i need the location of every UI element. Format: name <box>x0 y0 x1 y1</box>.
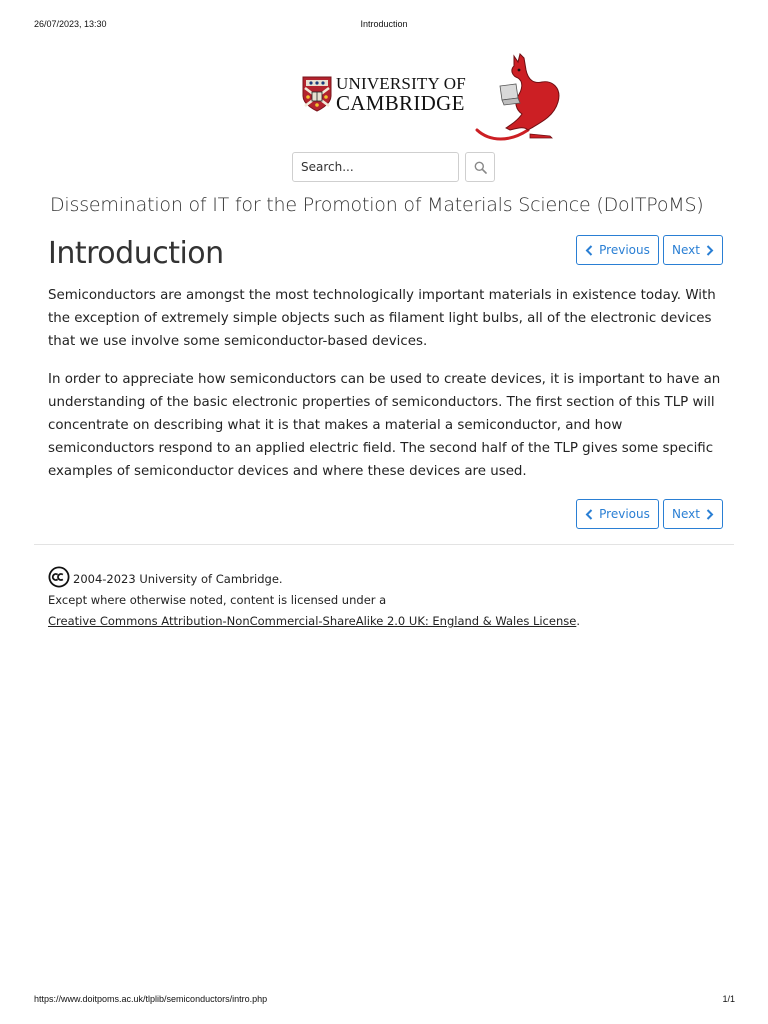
creative-commons-icon <box>48 566 70 588</box>
chevron-right-icon <box>706 509 714 520</box>
footer-divider <box>34 544 734 545</box>
next-label: Next <box>672 243 700 257</box>
chevron-right-icon <box>706 245 714 256</box>
search-input[interactable] <box>292 152 459 182</box>
chevron-left-icon <box>585 245 593 256</box>
site-footer <box>48 563 580 632</box>
previous-label: Previous <box>599 243 650 257</box>
chevron-left-icon <box>585 509 593 520</box>
intro-paragraph-2: In order to appreciate how semiconductors can be used to create devices, it is important to have an understanding of the basic electronic properties of semiconductors. The first section of this TLP will concentrate on describing what it is that makes a material a semiconductor, and how semiconductors respond to an applied electric field. The second half of the TLP gives some specific examples of semiconductor devices and where these devices are used. <box>48 372 721 479</box>
license-line <box>48 611 580 632</box>
copyright-text: 2004-2023 University of Cambridge. <box>73 572 283 586</box>
print-date: 26/07/2023, 13:30 <box>34 19 107 29</box>
search-button[interactable] <box>465 152 495 182</box>
print-url: https://www.doitpoms.ac.uk/tlplib/semiconductors/intro.php <box>34 994 268 1004</box>
license-suffix: . <box>576 614 580 628</box>
print-title: Introduction <box>360 19 408 29</box>
previous-label: Previous <box>599 507 650 521</box>
site-title: Dissemination of IT for the Promotion of Materials Science (DoITPoMS) <box>50 194 704 216</box>
wordmark-line1: UNIVERSITY OF <box>336 74 466 93</box>
next-label: Next <box>672 507 700 521</box>
kangaroo-mascot-icon <box>472 50 568 145</box>
search-icon <box>474 161 487 174</box>
print-page-number: 1/1 <box>722 994 735 1004</box>
university-wordmark <box>336 75 466 114</box>
next-button-bottom[interactable] <box>663 499 723 529</box>
page-title: Introduction <box>48 236 224 271</box>
next-button[interactable] <box>663 235 723 265</box>
license-link[interactable]: Creative Commons Attribution-NonCommercial-ShareAlike 2.0 UK: England & Wales License <box>48 614 577 628</box>
copyright-line <box>48 563 580 590</box>
license-notice: Except where otherwise noted, content is licensed under a <box>48 593 387 607</box>
previous-button-bottom[interactable] <box>576 499 659 529</box>
intro-paragraph-1: Semiconductors are amongst the most technologically important materials in existence today. With the exception of extremely simple objects such as filament light bulbs, all of the electronic devices that we use involve some semiconductor-based devices. <box>48 288 716 349</box>
wordmark-line2: CAMBRIDGE <box>336 91 465 115</box>
site-logo[interactable] <box>300 50 570 145</box>
previous-button[interactable] <box>576 235 659 265</box>
cambridge-crest-icon <box>302 76 332 112</box>
